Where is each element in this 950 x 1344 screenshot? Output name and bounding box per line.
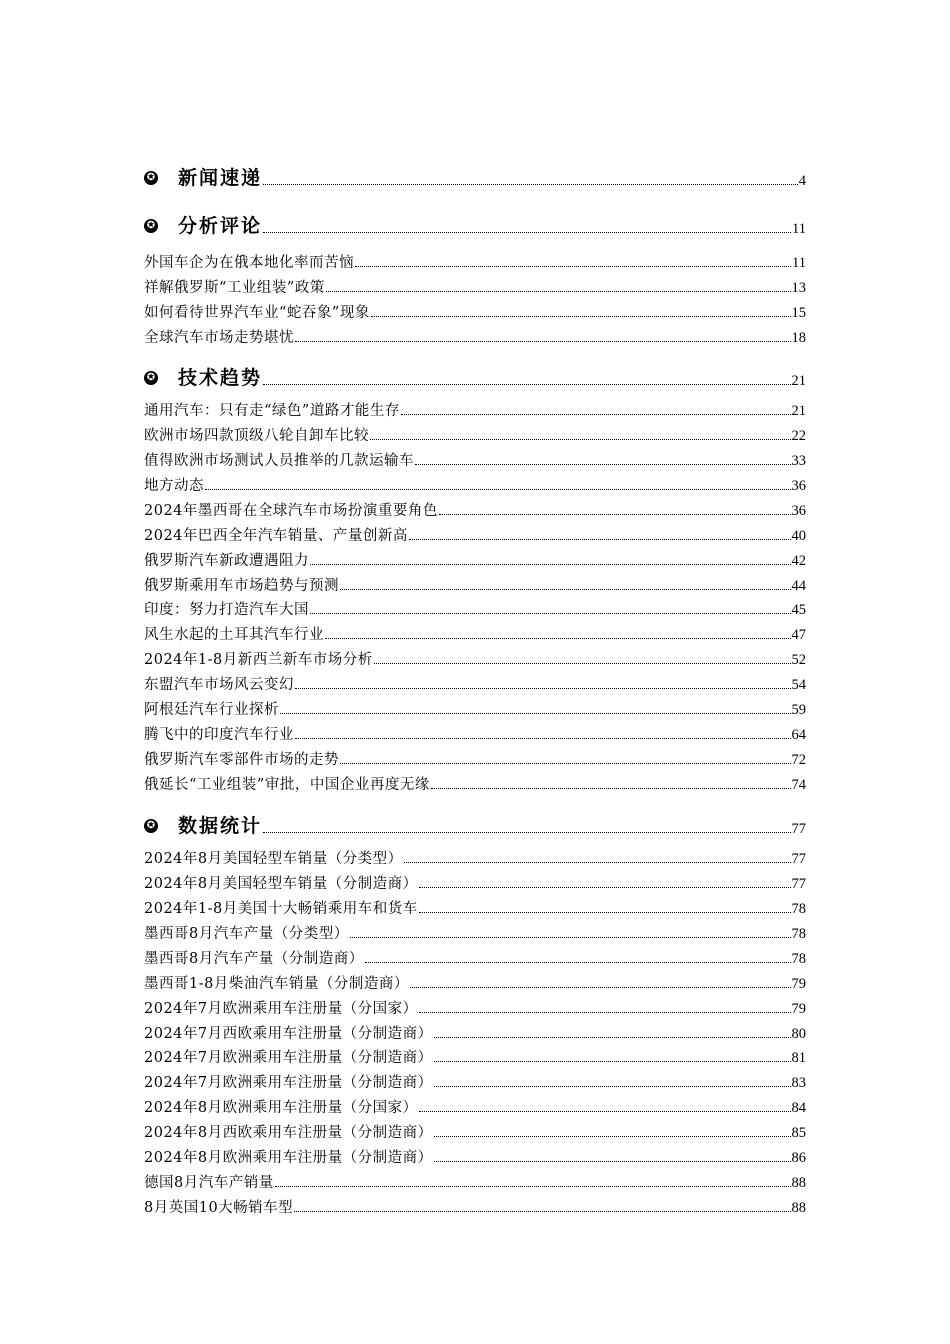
dot-leader [434,1061,791,1062]
toc-entry[interactable] [144,250,806,272]
dot-leader [205,489,791,490]
page-number: 40 [791,527,806,544]
page-number: 52 [791,652,806,669]
dot-leader [404,862,791,863]
entry-title: 墨西哥8月汽车产量（分类型） [144,925,349,942]
dot-leader [350,937,791,938]
entry-title: 如何看待世界汽车业“蛇吞象”现象 [144,304,370,321]
page-number: 80 [791,1025,806,1042]
page-number: 79 [791,975,806,992]
dot-leader [295,341,791,342]
entry-title: 2024年8月欧洲乘用车注册量（分国家） [144,1100,418,1117]
dot-leader [401,414,791,415]
section-bullet-icon: ✪ [144,171,158,185]
toc-entry[interactable] [144,1045,806,1067]
entry-title: 2024年巴西全年汽车销量、产量创新高 [144,527,408,544]
dot-leader [275,1186,791,1187]
entry-title: 值得欧洲市场测试人员推举的几款运输车 [144,452,414,469]
page-number: 44 [791,577,806,594]
entry-title: 2024年8月美国轻型车销量（分制造商） [144,875,418,892]
toc-entry[interactable] [144,300,806,322]
toc-entry[interactable] [144,498,806,520]
dot-leader [434,1086,791,1087]
toc-entry[interactable] [144,971,806,993]
entry-title: 2024年1-8月新西兰新车市场分析 [144,652,373,669]
entry-title: 印度：努力打造汽车大国 [144,602,309,619]
page-number: 85 [791,1125,806,1142]
dot-leader [326,291,791,292]
page-number: 86 [791,1150,806,1167]
page-number: 77 [791,821,806,837]
toc-entry[interactable] [144,1021,806,1043]
toc-entry[interactable] [144,772,806,794]
dot-leader [419,887,791,888]
page-number: 21 [791,373,806,389]
page-number: 11 [792,221,806,237]
toc-entry[interactable] [144,448,806,470]
dot-leader [370,439,791,440]
entry-title: 阿根廷汽车行业探析 [144,702,279,719]
dot-leader [419,912,791,913]
toc-entry[interactable] [144,1145,806,1167]
entry-title: 东盟汽车市场风云变幻 [144,677,294,694]
toc-entry[interactable] [144,1170,806,1192]
toc-entry[interactable] [144,896,806,918]
entry-title: 俄罗斯汽车新政遭遇阻力 [144,552,309,569]
dot-leader [295,688,791,689]
dot-leader [310,613,791,614]
dot-leader [409,539,791,540]
toc-entry[interactable] [144,597,806,619]
entry-title: 俄罗斯乘用车市场趋势与预测 [144,577,339,594]
dot-leader [263,184,798,185]
section-bullet-icon: ✪ [144,219,158,233]
dot-leader [310,564,791,565]
entry-title: 墨西哥1-8月柴油汽车销量（分制造商） [144,975,409,992]
dot-leader [295,738,791,739]
dot-leader [340,763,791,764]
dot-leader [263,384,790,385]
dot-leader [263,232,791,233]
toc-entry[interactable] [144,996,806,1018]
entry-title: 2024年墨西哥在全球汽车市场扮演重要角色 [144,502,438,519]
toc-entry[interactable] [144,946,806,968]
page-number: 59 [791,702,806,719]
page-number: 15 [791,304,806,321]
dot-leader [294,1211,790,1212]
page-number: 77 [791,875,806,892]
page-number: 88 [791,1175,806,1192]
entry-title: 2024年7月欧洲乘用车注册量（分制造商） [144,1075,433,1092]
page-number: 74 [791,776,806,793]
page-number: 81 [791,1050,806,1067]
toc-section-3[interactable] [144,362,806,390]
page-number: 64 [791,727,806,744]
toc-entry[interactable] [144,722,806,744]
toc-entry[interactable] [144,275,806,297]
page-number: 42 [791,552,806,569]
page-number: 11 [792,255,806,271]
entry-title: 通用汽车：只有走“绿色”道路才能生存 [144,403,400,419]
toc-entry[interactable] [144,622,806,644]
toc-section-2[interactable] [144,210,806,238]
page-number: 21 [791,403,806,419]
toc-entry[interactable] [144,398,806,420]
page-number: 4 [798,173,806,189]
page-number: 18 [791,329,806,346]
entry-title: 2024年1-8月美国十大畅销乘用车和货车 [144,900,418,917]
toc-entry[interactable] [144,1095,806,1117]
entry-title: 2024年7月西欧乘用车注册量（分制造商） [144,1025,433,1042]
page-number: 36 [791,502,806,519]
dot-leader [434,1136,791,1137]
entry-title: 墨西哥8月汽车产量（分制造商） [144,950,364,967]
page-number: 77 [791,851,806,867]
dot-leader [439,514,791,515]
toc-section-1[interactable] [144,162,806,190]
toc-entry[interactable] [144,523,806,545]
toc-entry[interactable] [144,473,806,495]
entry-title: 俄罗斯汽车零部件市场的走势 [144,752,339,769]
toc-entry[interactable] [144,548,806,570]
entry-title: 风生水起的土耳其汽车行业 [144,627,324,644]
toc-entry[interactable] [144,846,806,868]
entry-title: 2024年7月欧洲乘用车注册量（分国家） [144,1000,418,1017]
page-number: 22 [791,427,806,444]
dot-leader [431,788,791,789]
toc-entry[interactable] [144,1195,806,1217]
entry-title: 祥解俄罗斯“工业组装”政策 [144,279,325,296]
toc-entry[interactable] [144,573,806,595]
page-number: 36 [791,477,806,494]
page-number: 47 [791,627,806,644]
section-title: 分析评论 [178,215,263,237]
entry-title: 8月英国10大畅销车型 [144,1200,294,1217]
page-number: 78 [791,900,806,917]
dot-leader [263,832,790,833]
page-number: 83 [791,1075,806,1092]
toc-entry[interactable] [144,871,806,893]
toc-section-4[interactable] [144,810,806,838]
page-number: 72 [791,752,806,769]
page-number: 84 [791,1100,806,1117]
entry-title: 2024年8月美国轻型车销量（分类型） [144,851,403,867]
entry-title: 2024年8月欧洲乘用车注册量（分制造商） [144,1150,433,1167]
entry-title: 地方动态 [144,477,204,494]
toc-entry[interactable] [144,921,806,943]
toc-entry[interactable] [144,1120,806,1142]
dot-leader [419,1111,791,1112]
section-bullet-icon: ✪ [144,819,158,833]
page-number: 78 [791,925,806,942]
dot-leader [434,1037,791,1038]
entry-title: 2024年8月西欧乘用车注册量（分制造商） [144,1125,433,1142]
section-title: 数据统计 [178,815,263,837]
page-number: 13 [791,279,806,296]
entry-title: 腾飞中的印度汽车行业 [144,727,294,744]
dot-leader [415,464,791,465]
page-number: 78 [791,950,806,967]
dot-leader [434,1161,791,1162]
toc-entry[interactable] [144,1070,806,1092]
toc-entry[interactable] [144,672,806,694]
section-bullet-icon: ✪ [144,371,158,385]
dot-leader [355,266,791,267]
entry-title: 外国车企为在俄本地化率而苦恼 [144,255,354,271]
dot-leader [374,663,791,664]
dot-leader [340,589,791,590]
toc-entry[interactable] [144,697,806,719]
entry-title: 2024年7月欧洲乘用车注册量（分制造商） [144,1050,433,1067]
dot-leader [325,638,791,639]
dot-leader [410,987,791,988]
section-title: 新闻速递 [178,167,263,189]
entry-title: 俄延长“工业组装”审批，中国企业再度无缘 [144,776,430,793]
entry-title: 德国8月汽车产销量 [144,1175,274,1192]
toc-entry[interactable] [144,747,806,769]
toc-entry[interactable] [144,423,806,445]
dot-leader [371,316,791,317]
page-number: 33 [791,452,806,469]
dot-leader [419,1012,791,1013]
entry-title: 欧洲市场四款顶级八轮自卸车比较 [144,427,369,444]
dot-leader [365,962,791,963]
page-number: 45 [791,602,806,619]
section-title: 技术趋势 [178,367,263,389]
toc-entry[interactable] [144,647,806,669]
page-number: 79 [791,1000,806,1017]
dot-leader [280,713,791,714]
toc-entry[interactable] [144,325,806,347]
page-number: 88 [791,1200,806,1217]
page-number: 54 [791,677,806,694]
entry-title: 全球汽车市场走势堪忧 [144,329,294,346]
